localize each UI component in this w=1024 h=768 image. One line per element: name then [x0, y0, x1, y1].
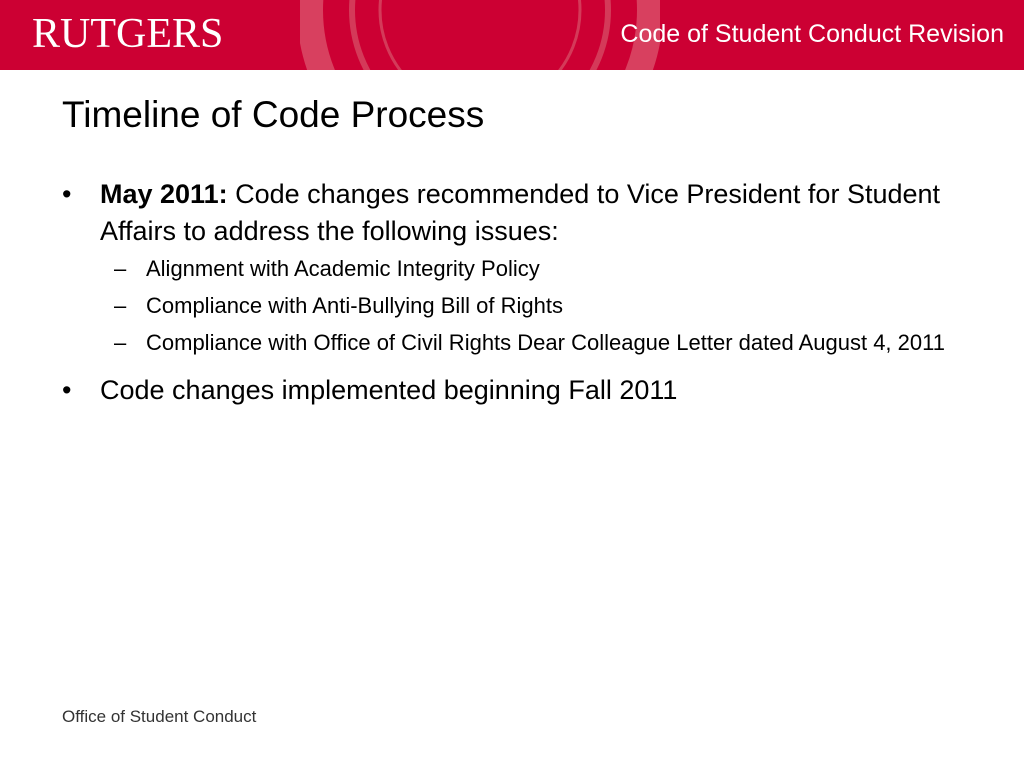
sub-bullet-item [100, 254, 982, 284]
bullet-icon: • [62, 375, 72, 405]
header-banner [0, 0, 1024, 70]
sub-bullet-item [100, 328, 982, 358]
bullet-item-may-2011 [62, 176, 982, 358]
dash-icon: – [114, 256, 127, 281]
sub-bullet-list [100, 254, 982, 358]
sub-bullet-text: Alignment with Academic Integrity Policy [146, 256, 540, 281]
slide-title: Timeline of Code Process [62, 94, 485, 135]
presentation-title: Code of Student Conduct Revision [620, 20, 1004, 48]
bullet-icon: • [62, 179, 72, 209]
bullet-text: Code changes implemented beginning Fall 2011 [100, 375, 678, 405]
bullet-item-fall-2011 [62, 372, 982, 409]
dash-icon: – [114, 293, 127, 318]
sub-bullet-text: Compliance with Office of Civil Rights Dear Colleague Letter dated August 4, 2011 [146, 330, 945, 355]
bullet-list [62, 176, 982, 423]
bullet-text: Code changes recommended to Vice President for Student Affairs to address the following issues: [100, 179, 941, 246]
rutgers-logo [32, 12, 223, 57]
university-seal-watermark [300, 0, 660, 70]
dash-icon: – [114, 330, 127, 355]
logo-text: RUTGERS [32, 11, 224, 57]
bullet-bold-prefix: May 2011: [100, 179, 228, 209]
sub-bullet-text: Compliance with Anti-Bullying Bill of Rights [146, 293, 563, 318]
sub-bullet-item [100, 291, 982, 321]
footer-text: Office of Student Conduct [62, 707, 257, 726]
